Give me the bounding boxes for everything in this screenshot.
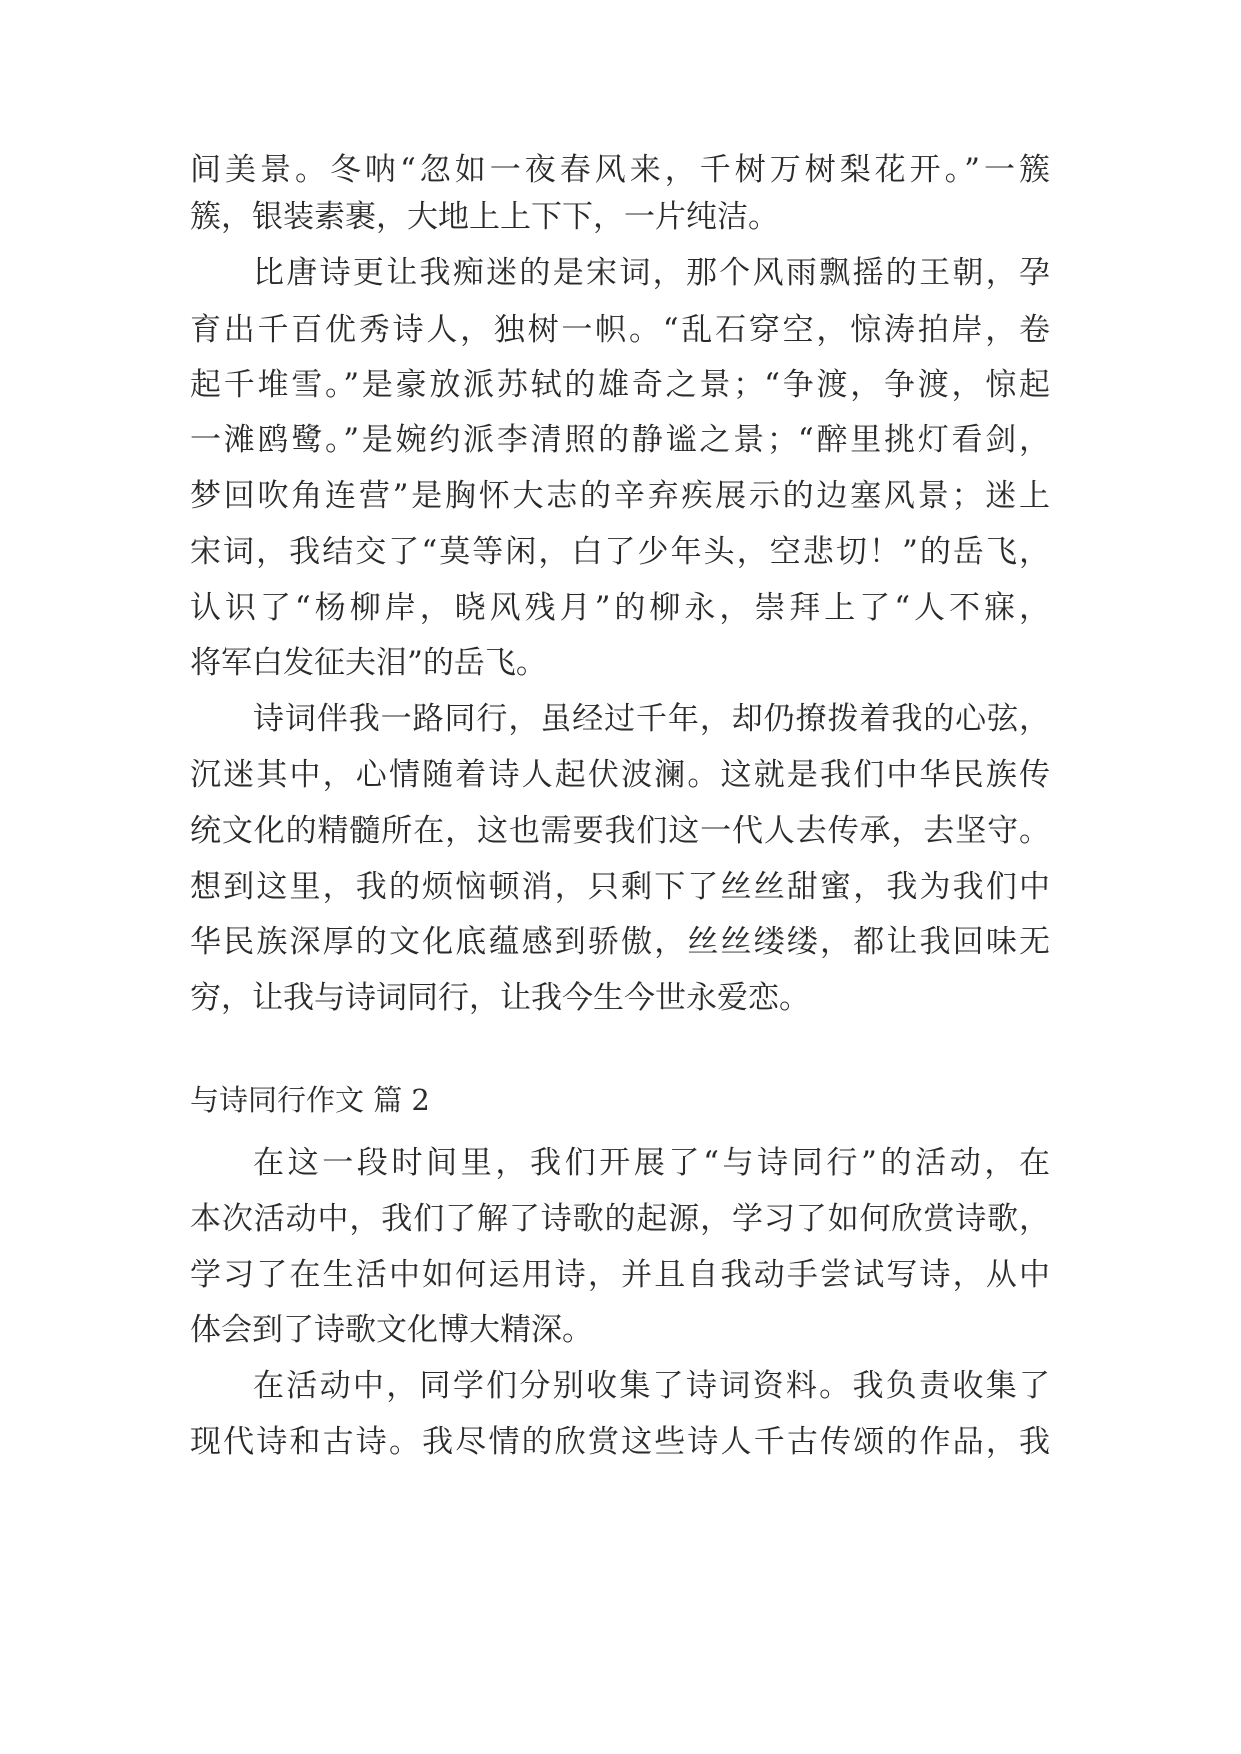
para4-line-4: 体会到了诗歌文化博大精深。	[190, 1312, 593, 1348]
para3-line-5: 华民族深厚的文化底蕴感到骄傲，丝丝缕缕，都让我回味无	[190, 924, 1050, 960]
para4-line-2: 本次活动中，我们了解了诗歌的起源，学习了如何欣赏诗歌，	[190, 1201, 1050, 1237]
para2-line-5: 梦回吹角连营”是胸怀大志的辛弃疾展示的边塞风景；迷上	[190, 478, 1050, 514]
para3-line-1: 诗词伴我一路同行，虽经过千年，却仍撩拨着我的心弦，	[253, 701, 1050, 737]
para2-line-7: 认识了“杨柳岸，晓风残月”的柳永，崇拜上了“人不寐，	[190, 590, 1050, 626]
para4-line-3: 学习了在生活中如何运用诗，并且自我动手尝试写诗，从中	[190, 1257, 1050, 1293]
para1-line-1: 间美景。冬呐“忽如一夜春风来，千树万树梨花开。”一簇	[190, 152, 1050, 188]
para5-line-2: 现代诗和古诗。我尽情的欣赏这些诗人千古传颂的作品，我	[190, 1424, 1050, 1460]
para2-line-6: 宋词，我结交了“莫等闲，白了少年头，空悲切！”的岳飞，	[190, 534, 1050, 570]
para2-line-3: 起千堆雪。”是豪放派苏轼的雄奇之景；“争渡，争渡，惊起	[190, 367, 1050, 403]
para1-line-2: 簇，银装素裹，大地上上下下，一片纯洁。	[190, 199, 779, 235]
para2-line-8: 将军白发征夫泪”的岳飞。	[190, 645, 547, 681]
section-heading: 与诗同行作文 篇 2	[190, 1083, 430, 1117]
para4-line-1: 在这一段时间里，我们开展了“与诗同行”的活动，在	[253, 1145, 1050, 1181]
para3-line-4: 想到这里，我的烦恼顿消，只剩下了丝丝甜蜜，我为我们中	[190, 869, 1050, 905]
para3-line-6: 穷，让我与诗词同行，让我今生今世永爱恋。	[190, 980, 810, 1016]
para5-line-1: 在活动中，同学们分别收集了诗词资料。我负责收集了	[253, 1368, 1050, 1404]
para3-line-3: 统文化的精髓所在，这也需要我们这一代人去传承，去坚守。	[190, 813, 1050, 849]
para2-line-1: 比唐诗更让我痴迷的是宋词，那个风雨飘摇的王朝，孕	[253, 255, 1050, 291]
para2-line-2: 育出千百优秀诗人，独树一帜。“乱石穿空，惊涛拍岸，卷	[190, 312, 1050, 348]
para2-line-4: 一滩鸥鹭。”是婉约派李清照的静谧之景；“醉里挑灯看剑，	[190, 422, 1050, 458]
para3-line-2: 沉迷其中，心情随着诗人起伏波澜。这就是我们中华民族传	[190, 757, 1050, 793]
